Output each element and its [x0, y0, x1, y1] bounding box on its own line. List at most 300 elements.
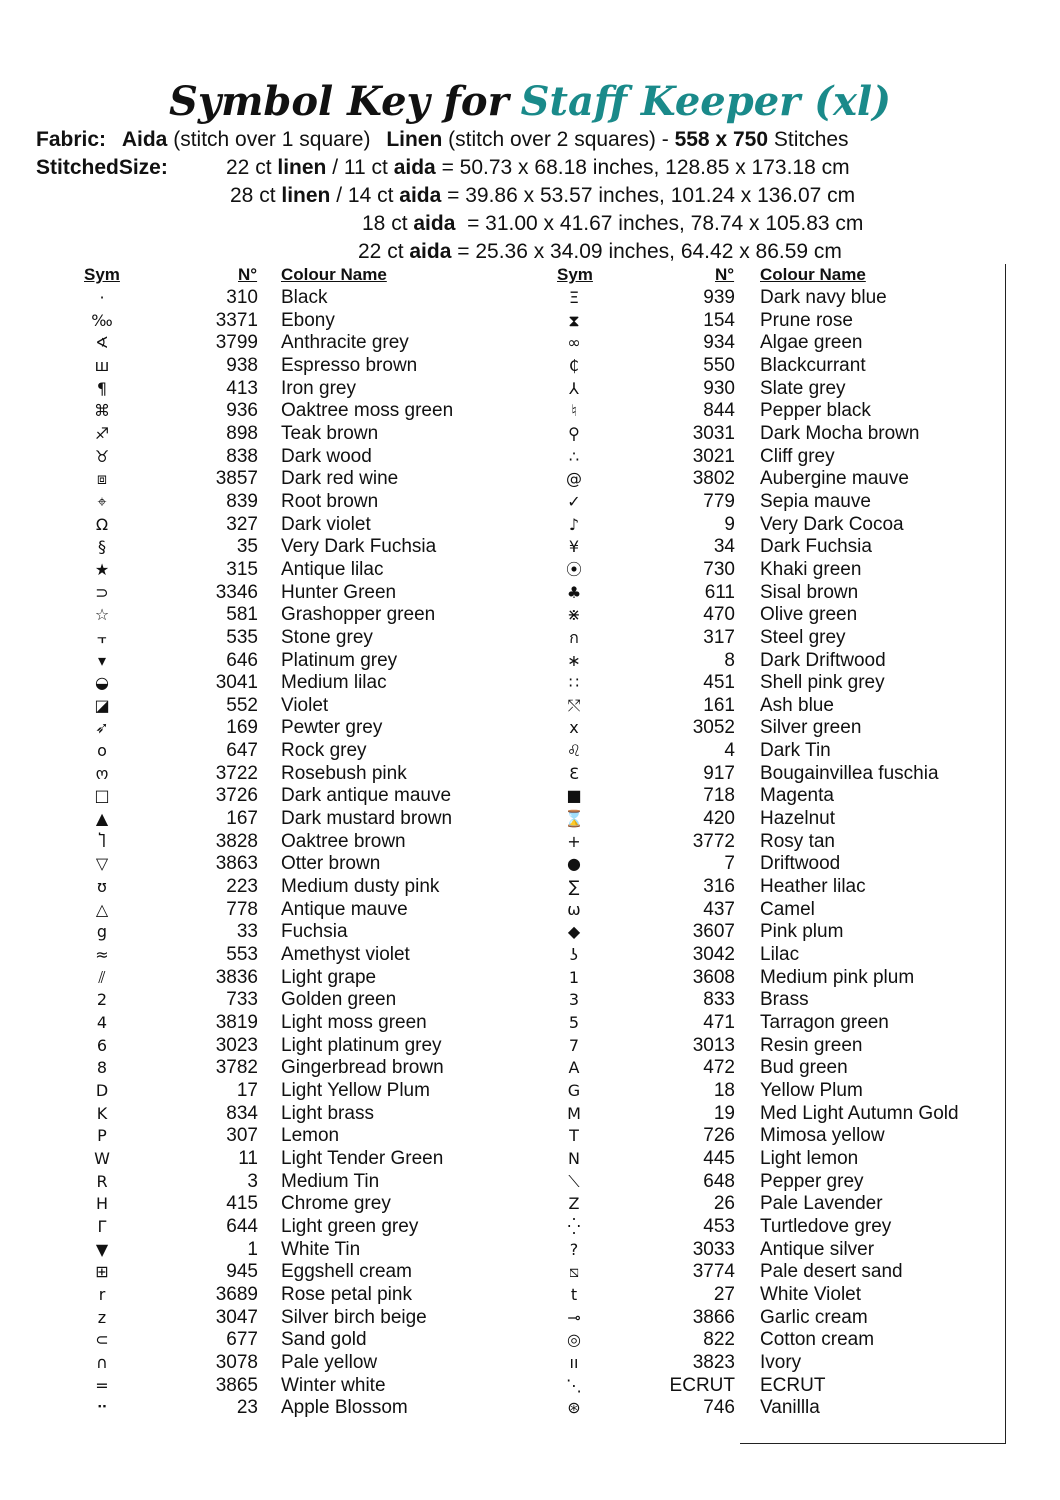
symbol-glyph: ▲	[95, 809, 109, 829]
symbol-row	[0, 717, 1060, 740]
header-sym-right: Sym	[557, 265, 593, 284]
colour-name: Silver birch beige	[281, 1306, 427, 1328]
symbol-glyph: ♪	[568, 514, 580, 534]
stitched-size-line	[226, 154, 850, 182]
symbol-glyph: ⅄	[569, 378, 579, 398]
fabric-aida-note: (stitch over 1 square)	[173, 128, 371, 151]
symbol-glyph: A	[568, 1058, 580, 1078]
symbol-glyph: ⋱	[566, 1375, 582, 1395]
thread-number: 646	[226, 649, 258, 671]
thread-number: 718	[703, 785, 735, 807]
stitched-size-label: StitchedSize:	[36, 156, 168, 179]
header-num-left: N°	[238, 265, 258, 284]
size-text: 18 ct	[362, 212, 414, 235]
thread-number: 3042	[692, 944, 735, 966]
symbol-glyph: ⤲	[567, 695, 581, 715]
symbol-glyph: H	[95, 1194, 109, 1214]
symbol-glyph: ≈	[95, 945, 109, 965]
symbol-glyph: 5	[568, 1013, 580, 1032]
thread-number: 18	[713, 1079, 735, 1101]
thread-number: 3031	[692, 422, 735, 444]
header-sym-left: Sym	[84, 265, 120, 284]
thread-number: 3033	[692, 1238, 735, 1260]
fabric-label: Fabric:	[36, 128, 107, 151]
symbol-glyph: ⠒	[96, 1398, 108, 1418]
symbol-row	[0, 921, 1060, 944]
symbol-glyph: ➶	[95, 718, 109, 738]
title-prefix: Symbol Key for	[168, 78, 509, 125]
symbol-row	[0, 310, 1060, 333]
colour-name: Cliff grey	[760, 445, 835, 467]
colour-name: Antique lilac	[281, 558, 384, 580]
symbol-glyph: □	[94, 786, 110, 806]
colour-name: Ash blue	[760, 694, 834, 716]
symbol-glyph: M	[567, 1103, 581, 1123]
colour-name: Sepia mauve	[760, 490, 871, 512]
symbol-row	[0, 876, 1060, 899]
colour-name: Golden green	[281, 989, 397, 1011]
colour-name: Pale Lavender	[760, 1193, 883, 1215]
colour-name: Light moss green	[281, 1012, 427, 1033]
symbol-list-right	[0, 287, 1060, 1420]
symbol-row	[0, 1261, 1060, 1284]
size-text: 22 ct	[358, 240, 410, 263]
colour-name: Dark wood	[281, 445, 372, 467]
thread-number: 726	[703, 1125, 735, 1147]
symbol-row	[0, 763, 1060, 786]
colour-name: Very Dark Fuchsia	[281, 536, 437, 558]
thread-number: 3021	[692, 445, 735, 467]
colour-name: Algae green	[760, 332, 863, 354]
symbol-glyph: ?	[569, 1239, 579, 1259]
thread-number: 934	[703, 332, 735, 354]
thread-number: 1	[247, 1238, 258, 1260]
symbol-glyph: 1	[568, 967, 580, 987]
symbol-glyph: P	[97, 1126, 107, 1146]
colour-name: Ebony	[281, 309, 335, 331]
symbol-glyph: ●	[567, 854, 581, 874]
colour-name: Hunter Green	[281, 581, 397, 603]
symbol-glyph: ▾	[97, 650, 107, 670]
symbol-glyph: ⊂	[95, 1330, 109, 1350]
thread-number: 3	[247, 1170, 258, 1192]
thread-number: 779	[703, 490, 735, 512]
thread-number: 307	[226, 1125, 258, 1147]
colour-name: Amethyst violet	[281, 944, 410, 966]
symbol-glyph: ₵	[568, 355, 580, 375]
colour-name: Prune rose	[760, 309, 853, 331]
symbol-glyph: ⌘	[94, 401, 110, 421]
symbol-row	[0, 1193, 1060, 1216]
thread-number: 11	[238, 1147, 258, 1169]
thread-number: 839	[226, 490, 258, 512]
thread-number: 939	[703, 287, 735, 308]
symbol-row	[0, 899, 1060, 922]
colour-name: Light grape	[281, 966, 377, 988]
thread-number: 833	[703, 989, 735, 1011]
symbol-row	[0, 559, 1060, 582]
colour-name: White Tin	[281, 1238, 361, 1260]
colour-name: Oaktree brown	[281, 830, 406, 852]
symbol-row	[0, 332, 1060, 355]
stitched-size-line	[362, 210, 863, 238]
thread-number: 730	[703, 558, 735, 580]
colour-name: Platinum grey	[281, 649, 398, 671]
symbol-glyph: ♌	[566, 741, 582, 761]
symbol-row	[0, 582, 1060, 605]
colour-name: Stone grey	[281, 626, 373, 648]
symbol-glyph: ⊃	[95, 582, 109, 602]
stitched-size-line	[358, 238, 842, 266]
symbol-glyph: ◎	[567, 1330, 581, 1350]
thread-number: 3023	[215, 1034, 258, 1056]
symbol-glyph: ⊞	[95, 1262, 109, 1282]
symbol-row	[0, 604, 1060, 627]
thread-number: 3726	[215, 785, 258, 807]
thread-number: 453	[703, 1215, 735, 1237]
symbol-row	[0, 378, 1060, 401]
colour-name: Silver green	[760, 717, 862, 739]
colour-name: Chrome grey	[281, 1193, 391, 1215]
symbol-row	[0, 740, 1060, 763]
pattern-name: Staff Keeper (xl)	[520, 78, 892, 125]
colour-name: Light brass	[281, 1102, 374, 1124]
symbol-glyph: ⊛	[567, 1398, 581, 1418]
stitched-size-line	[230, 182, 855, 210]
colour-name: Winter white	[281, 1374, 386, 1396]
colour-name: Driftwood	[760, 853, 841, 875]
colour-name: Lilac	[760, 944, 800, 966]
thread-number: 3819	[215, 1012, 258, 1033]
thread-number: 3774	[692, 1261, 735, 1283]
colour-name: Brass	[760, 989, 809, 1011]
thread-number: 553	[226, 944, 258, 966]
symbol-glyph: ก	[569, 627, 579, 647]
thread-number: 581	[226, 604, 258, 626]
colour-name: Shell pink grey	[760, 672, 885, 694]
symbol-glyph: ⁛	[567, 1216, 581, 1236]
thread-number: 315	[226, 558, 258, 580]
symbol-glyph: ·	[99, 288, 105, 307]
size-text: 22 ct	[226, 156, 278, 179]
symbol-glyph: ⧗	[568, 310, 580, 330]
colour-name: Medium dusty pink	[281, 876, 440, 898]
thread-number: 3857	[215, 468, 258, 490]
symbol-row	[0, 1080, 1060, 1103]
symbol-glyph: ⌖	[97, 491, 107, 511]
symbol-row	[0, 287, 1060, 310]
symbol-glyph: g	[96, 922, 108, 942]
thread-number: 936	[226, 400, 258, 422]
symbol-glyph: ■	[566, 786, 582, 806]
symbol-glyph: r	[98, 1284, 106, 1304]
symbol-glyph: 7	[568, 1035, 580, 1055]
colour-name: Resin green	[760, 1034, 863, 1056]
symbol-row	[0, 627, 1060, 650]
symbol-row	[0, 536, 1060, 559]
symbol-glyph: ш	[94, 355, 110, 375]
size-text: 28 ct	[230, 184, 282, 207]
symbol-glyph: ♣	[566, 582, 582, 602]
thread-number: 3865	[215, 1374, 258, 1396]
symbol-row	[0, 1057, 1060, 1080]
thread-number: 552	[226, 694, 258, 716]
colour-name: Antique silver	[760, 1238, 875, 1260]
symbol-glyph: 4	[96, 1013, 108, 1032]
thread-number: 917	[703, 762, 735, 784]
thread-number: 8	[724, 649, 735, 671]
colour-name: Pale yellow	[281, 1351, 378, 1373]
symbol-glyph: G	[567, 1080, 581, 1100]
thread-number: 34	[713, 536, 735, 558]
symbol-glyph: 8	[96, 1058, 108, 1078]
thread-number: 471	[703, 1012, 735, 1033]
symbol-row	[0, 808, 1060, 831]
symbol-glyph: T	[569, 1126, 579, 1146]
colour-name: Hazelnut	[760, 808, 835, 830]
size-text: / 11 ct	[326, 156, 394, 179]
size-text: / 14 ct	[330, 184, 400, 207]
symbol-glyph: ◒	[95, 673, 109, 693]
symbol-glyph: 3	[568, 990, 580, 1010]
colour-name: Light lemon	[760, 1147, 859, 1169]
thread-number: 746	[703, 1397, 735, 1419]
symbol-glyph: ⫟	[97, 627, 107, 647]
thread-number: 223	[226, 876, 258, 898]
colour-name: Bud green	[760, 1057, 848, 1079]
symbol-row	[0, 1125, 1060, 1148]
fabric-linen-note: (stitch over 2 squares) -	[448, 128, 669, 151]
size-text: = 25.36 x 34.09 inches, 64.42 x 86.59 cm	[451, 240, 842, 263]
colour-name: Slate grey	[760, 377, 846, 399]
symbol-glyph: ∗	[567, 650, 581, 670]
symbol-glyph: ⦿	[565, 559, 582, 579]
symbol-glyph: ∷	[568, 673, 580, 693]
colour-name: Cotton cream	[760, 1329, 875, 1351]
colour-name: Dark antique mauve	[281, 785, 452, 807]
thread-number: 3722	[215, 762, 258, 784]
symbol-glyph: ☆	[94, 605, 110, 625]
colour-name: Magenta	[760, 785, 834, 807]
thread-number: 644	[226, 1215, 258, 1237]
symbol-glyph: =	[95, 1375, 109, 1395]
thread-number: 844	[703, 400, 735, 422]
fabric-type: linen	[281, 184, 331, 207]
symbol-glyph: △	[95, 899, 109, 919]
colour-name: Oaktree moss green	[281, 400, 454, 422]
symbol-glyph: ¶	[96, 378, 108, 398]
table-border-right	[1005, 264, 1006, 1444]
table-border-bottom	[740, 1443, 1006, 1444]
symbol-glyph: ıı	[569, 1352, 579, 1372]
thread-number: 3607	[692, 921, 735, 943]
symbol-row	[0, 785, 1060, 808]
symbol-glyph: o	[97, 741, 107, 761]
colour-name: Vanillla	[760, 1397, 820, 1419]
symbol-glyph: N	[568, 1148, 580, 1168]
colour-name: Iron grey	[281, 377, 356, 399]
colour-name: Light Tender Green	[281, 1147, 444, 1169]
thread-number: 35	[236, 536, 258, 558]
thread-number: 3802	[692, 468, 735, 490]
symbol-row	[0, 1171, 1060, 1194]
symbol-glyph: Ω	[95, 514, 109, 534]
colour-name: Espresso brown	[281, 354, 418, 376]
symbol-row	[0, 1284, 1060, 1307]
colour-name: Garlic cream	[760, 1306, 868, 1328]
colour-name: Very Dark Cocoa	[760, 513, 904, 535]
fabric-aida: Aida	[121, 128, 168, 151]
colour-name: Eggshell cream	[281, 1261, 412, 1283]
symbol-glyph: ✓	[567, 491, 581, 511]
thread-number: 3782	[215, 1057, 258, 1079]
colour-name: Dark Tin	[760, 740, 831, 762]
symbol-glyph: ¥	[568, 537, 580, 557]
colour-name: Ivory	[760, 1351, 802, 1373]
stitch-word: Stitches	[773, 128, 849, 151]
thread-number: 834	[226, 1102, 258, 1124]
thread-number: ECRUT	[669, 1374, 735, 1396]
colour-name: Anthracite grey	[281, 332, 409, 354]
symbol-glyph: ⊸	[567, 1307, 581, 1327]
symbol-row	[0, 1012, 1060, 1035]
thread-number: 19	[713, 1102, 735, 1124]
thread-number: 3052	[692, 717, 735, 739]
symbol-glyph: ‰	[91, 310, 113, 330]
symbol-glyph: 2	[96, 990, 108, 1010]
colour-name: Medium pink plum	[760, 966, 915, 988]
symbol-row	[0, 468, 1060, 491]
symbol-glyph: Ɛ	[569, 763, 579, 783]
colour-name: Grashopper green	[281, 604, 436, 626]
symbol-row	[0, 491, 1060, 514]
symbol-glyph: ⚲	[568, 423, 580, 443]
thread-number: 3346	[215, 581, 258, 603]
symbol-row	[0, 1329, 1060, 1352]
thread-number: 535	[226, 626, 258, 648]
thread-number: 3828	[215, 830, 258, 852]
thread-number: 161	[703, 694, 735, 716]
colour-name: Otter brown	[281, 853, 381, 875]
colour-name: Heather lilac	[760, 876, 866, 898]
symbol-row	[0, 967, 1060, 990]
colour-name: Lemon	[281, 1125, 340, 1147]
thread-number: 437	[703, 898, 735, 920]
thread-number: 611	[704, 581, 735, 603]
thread-number: 3371	[215, 309, 258, 331]
colour-name: Fuchsia	[281, 921, 348, 943]
symbol-glyph: K	[96, 1103, 108, 1123]
symbol-glyph: ʊ	[97, 877, 107, 897]
colour-name: Pepper grey	[760, 1170, 864, 1192]
thread-number: 3013	[692, 1034, 735, 1056]
colour-name: Medium Tin	[281, 1170, 380, 1192]
thread-number: 310	[226, 287, 258, 308]
thread-number: 316	[703, 876, 735, 898]
thread-number: 167	[226, 808, 258, 830]
symbol-row	[0, 400, 1060, 423]
symbol-glyph: W	[94, 1148, 110, 1168]
symbol-glyph: +	[567, 831, 581, 851]
symbol-row	[0, 672, 1060, 695]
colour-name: Dark red wine	[281, 468, 399, 490]
thread-number: 4	[724, 740, 735, 762]
thread-number: 3836	[215, 966, 258, 988]
symbol-glyph: x	[569, 718, 579, 738]
fabric-type: aida	[399, 184, 442, 207]
thread-number: 445	[703, 1147, 735, 1169]
symbol-row	[0, 1397, 1060, 1420]
thread-number: 3689	[215, 1283, 258, 1305]
thread-number: 945	[226, 1261, 258, 1283]
colour-name: Steel grey	[760, 626, 846, 648]
colour-name: Dark mustard brown	[281, 808, 453, 830]
thread-number: 3799	[215, 332, 258, 354]
symbol-row	[0, 944, 1060, 967]
symbol-glyph: ∢	[95, 333, 109, 353]
colour-name: Light platinum grey	[281, 1034, 442, 1056]
colour-name: Sand gold	[281, 1329, 367, 1351]
symbol-glyph: ∞	[567, 333, 581, 353]
colour-name: Blackcurrant	[760, 354, 866, 376]
colour-name: Sisal brown	[760, 581, 859, 603]
symbol-glyph: @	[566, 469, 582, 489]
colour-name: Violet	[281, 694, 329, 716]
symbol-glyph: Ξ	[568, 288, 580, 307]
thread-number: 317	[703, 626, 735, 648]
colour-name: Dark Fuchsia	[760, 536, 872, 558]
colour-name: Medium lilac	[281, 672, 387, 694]
colour-name: Pewter grey	[281, 717, 383, 739]
symbol-glyph: ⫽	[98, 967, 106, 987]
symbol-row	[0, 989, 1060, 1012]
thread-number: 17	[236, 1079, 258, 1101]
colour-name: Root brown	[281, 490, 379, 512]
symbol-glyph: ω	[567, 899, 581, 919]
symbol-glyph: ⧈	[96, 469, 108, 489]
size-text: = 31.00 x 41.67 inches, 78.74 x 105.83 cm	[455, 212, 864, 235]
symbol-glyph: ∴	[568, 446, 580, 466]
header-num-right: N°	[715, 265, 735, 284]
colour-name: Aubergine mauve	[760, 468, 909, 490]
colour-name: Light green grey	[281, 1215, 419, 1237]
symbol-row	[0, 1035, 1060, 1058]
thread-number: 33	[236, 921, 258, 943]
thread-number: 3047	[215, 1306, 258, 1328]
symbol-glyph: z	[97, 1307, 107, 1327]
thread-number: 470	[703, 604, 735, 626]
colour-name: Pink plum	[760, 921, 844, 943]
symbol-glyph: Z	[568, 1194, 580, 1214]
thread-number: 451	[703, 672, 735, 694]
header-name-right: Colour Name	[760, 265, 866, 284]
thread-number: 898	[226, 422, 258, 444]
colour-name: Pale desert sand	[760, 1261, 903, 1283]
thread-number: 420	[703, 808, 735, 830]
colour-name: Dark Mocha brown	[760, 422, 920, 444]
symbol-glyph: ⧅	[568, 1262, 580, 1282]
symbol-row	[0, 1307, 1060, 1330]
colour-name: Khaki green	[760, 558, 862, 580]
thread-number: 647	[226, 740, 258, 762]
colour-name: Mimosa yellow	[760, 1125, 885, 1147]
thread-number: 938	[226, 354, 258, 376]
symbol-row	[0, 1148, 1060, 1171]
fabric-type: linen	[277, 156, 327, 179]
colour-name: Apple Blossom	[281, 1397, 408, 1419]
colour-name: Rose petal pink	[281, 1283, 412, 1305]
fabric-line	[36, 126, 849, 154]
